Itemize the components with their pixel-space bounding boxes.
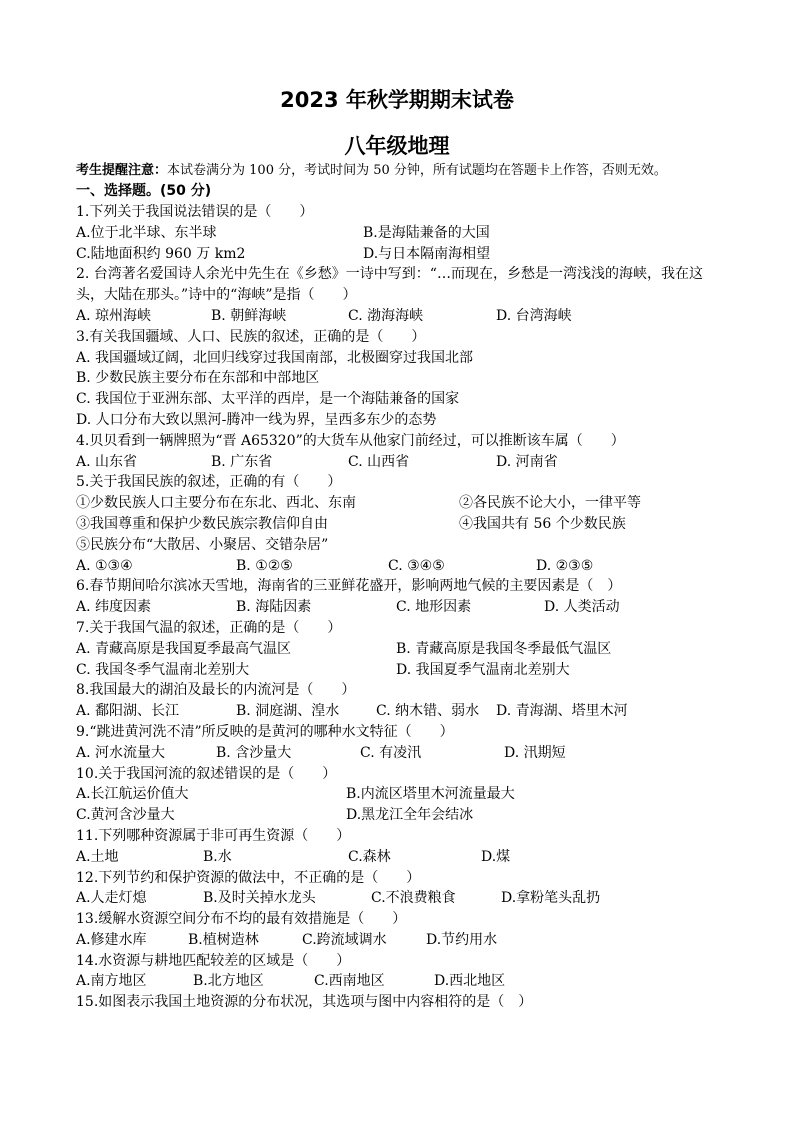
option-row	[76, 452, 726, 473]
option-item: B. ①②⑤	[236, 557, 293, 574]
option-item: A.土地	[76, 848, 119, 865]
option-item: C.西南地区	[314, 973, 385, 990]
option-item: D.西北地区	[434, 973, 506, 990]
option-item: D.煤	[481, 848, 511, 865]
option-item: C.不浪费粮食	[371, 890, 456, 907]
option-item: A. 我国疆域辽阔，北回归线穿过我国南部，北极圈穿过我国北部	[76, 349, 474, 366]
option-row	[76, 410, 726, 431]
question-stem: 6.春节期间哈尔滨冰天雪地，海南省的三亚鲜花盛开，影响两地气候的主要因素是（ ）	[76, 578, 622, 595]
option-row	[76, 660, 726, 681]
option-item: C.森林	[348, 848, 391, 865]
option-item: C. 地形因素	[396, 599, 472, 616]
option-row	[76, 556, 726, 577]
option-item: ②各民族不论大小，一律平等	[459, 495, 641, 512]
option-row	[76, 389, 726, 410]
option-row	[76, 971, 726, 992]
option-item: D. 河南省	[496, 453, 558, 470]
option-item: D. ②③⑤	[536, 557, 594, 574]
option-item: C. 山西省	[348, 453, 410, 470]
option-item: A.修建水库	[76, 931, 147, 948]
option-item: B. 含沙量大	[216, 744, 292, 761]
option-item: C. 有凌汛	[360, 744, 422, 761]
option-item: D. 人类活动	[544, 599, 620, 616]
option-row	[76, 493, 726, 514]
option-item: D. 汛期短	[504, 744, 566, 761]
option-item: B.水	[203, 848, 232, 865]
section-heading: 一、选择题。(50 分)	[76, 183, 212, 199]
question-stem: 9.“跳进黄河洗不清”所反映的是黄河的哪种水文特征（ ）	[76, 723, 454, 740]
option-item: D. 青海湖、塔里木河	[496, 703, 628, 720]
option-item: C. ③④⑤	[388, 557, 445, 574]
option-item: B. 海陆因素	[236, 599, 312, 616]
option-item: C. 我国位于亚洲东部、太平洋的西岸，是一个海陆兼备的国家	[76, 391, 460, 408]
option-item: B.植树造林	[188, 931, 259, 948]
option-item: B.及时关掉水龙头	[203, 890, 316, 907]
notice-text: 本试卷满分为 100 分，考试时间为 50 分钟，所有试题均在答题卡上作答，否则无效。	[167, 163, 667, 178]
option-item: D.拿粉笔头乱扔	[501, 890, 601, 907]
question-stem: 1.下列关于我国说法错误的是（ ）	[76, 204, 314, 220]
question-stem: 5.关于我国民族的叙述，正确的有（ ）	[76, 474, 342, 491]
question-stem: 2. 台湾著名爱国诗人余光中先生在《乡愁》一诗中写到：“…而现在，乡愁是一湾浅浅的海峡，我在这头，大陆在那头。”诗中的“海峡”是指（ ）	[76, 266, 703, 304]
option-row	[76, 223, 726, 244]
question-stem: 13.缓解水资源空间分布不均的最有效措施是（ ）	[76, 911, 407, 928]
option-item: B. 青藏高原是我国冬季最低气温区	[396, 640, 612, 657]
option-row	[76, 368, 726, 389]
option-item: A. 琼州海峡	[76, 307, 152, 324]
option-item: C. 纳木错、弱水	[376, 703, 480, 720]
option-item: B. 朝鲜海峡	[211, 307, 287, 324]
question-stem: 4.贝贝看到一辆牌照为“晋 A65320”的大货车从他家门前经过，可以推断该车属（ ）	[76, 432, 625, 449]
option-item: A. 河水流量大	[76, 744, 166, 761]
option-item: D.节约用水	[426, 931, 498, 948]
option-row	[76, 930, 726, 951]
option-item: ④我国共有 56 个少数民族	[459, 515, 626, 532]
option-row	[76, 597, 726, 618]
option-item: B. 少数民族主要分布在东部和中部地区	[76, 370, 320, 387]
option-item: D. 人口分布大致以黑河-腾冲一线为界，呈西多东少的态势	[76, 411, 437, 428]
option-item: C.黄河含沙量大	[76, 807, 175, 824]
option-item: B.是海陆兼备的大国	[363, 224, 490, 241]
option-row	[76, 743, 726, 764]
option-item: ③我国尊重和保护少数民族宗教信仰自由	[76, 515, 328, 532]
option-row	[76, 784, 726, 805]
option-row	[76, 535, 726, 556]
option-item: A. 青藏高原是我国夏季最高气温区	[76, 640, 292, 657]
option-item: A.位于北半球、东半球	[76, 224, 217, 241]
exam-title: 2023 年秋学期期末试卷	[280, 88, 514, 112]
question-list	[76, 202, 726, 1013]
option-item: B.北方地区	[193, 973, 264, 990]
notice-label: 考生提醒注意：	[76, 163, 168, 178]
option-item: C. 渤海海峡	[348, 307, 424, 324]
option-item: D.黑龙江全年会结冰	[346, 807, 474, 824]
question-stem: 15.如图表示我国土地资源的分布状况，其选项与图中内容相符的是（ ）	[76, 994, 533, 1011]
option-item: A.长江航运价值大	[76, 786, 189, 803]
option-item: B. 洞庭湖、湟水	[236, 703, 340, 720]
question-stem: 11.下列哪种资源属于非可再生资源（ ）	[76, 827, 351, 844]
option-row	[76, 244, 726, 265]
question-stem: 12.下列节约和保护资源的做法中，不正确的是（ ）	[76, 869, 421, 886]
exam-content	[76, 160, 726, 1013]
option-row	[76, 888, 726, 909]
option-row	[76, 514, 726, 535]
option-item: A. ①③④	[76, 557, 133, 574]
exam-notice	[76, 160, 726, 181]
option-row	[76, 805, 726, 826]
option-item: D.与日本隔南海相望	[363, 245, 491, 262]
option-item: ⑤民族分布“大散居、小聚居、交错杂居”	[76, 536, 329, 553]
option-row	[76, 847, 726, 868]
option-item: A. 鄱阳湖、长江	[76, 703, 180, 720]
option-item: B.内流区塔里木河流量最大	[346, 786, 515, 803]
question-stem: 8.我国最大的湖泊及最长的内流河是（ ）	[76, 682, 356, 699]
option-row	[76, 306, 726, 327]
question-stem: 14.水资源与耕地匹配较差的区域是（ ）	[76, 952, 351, 969]
question-stem: 7.关于我国气温的叙述，正确的是（ ）	[76, 619, 342, 636]
option-row	[76, 348, 726, 369]
option-item: A.南方地区	[76, 973, 147, 990]
option-row	[76, 701, 726, 722]
option-item: D. 台湾海峡	[496, 307, 572, 324]
option-item: A.人走灯熄	[76, 890, 147, 907]
option-item: ①少数民族人口主要分布在东北、西北、东南	[76, 495, 356, 512]
option-item: A. 纬度因素	[76, 599, 152, 616]
option-item: C. 我国冬季气温南北差别大	[76, 661, 250, 678]
option-row	[76, 639, 726, 660]
option-item: A. 山东省	[76, 453, 138, 470]
question-stem: 3.有关我国疆域、人口、民族的叙述，正确的是（ ）	[76, 328, 426, 345]
option-item: B. 广东省	[211, 453, 273, 470]
exam-subtitle: 八年级地理	[344, 134, 450, 158]
option-item: C.跨流域调水	[302, 931, 387, 948]
question-stem: 10.关于我国河流的叙述错误的是（ ）	[76, 765, 337, 782]
option-item: C.陆地面积约 960 万 km2	[76, 245, 246, 262]
option-item: D. 我国夏季气温南北差别大	[396, 661, 570, 678]
